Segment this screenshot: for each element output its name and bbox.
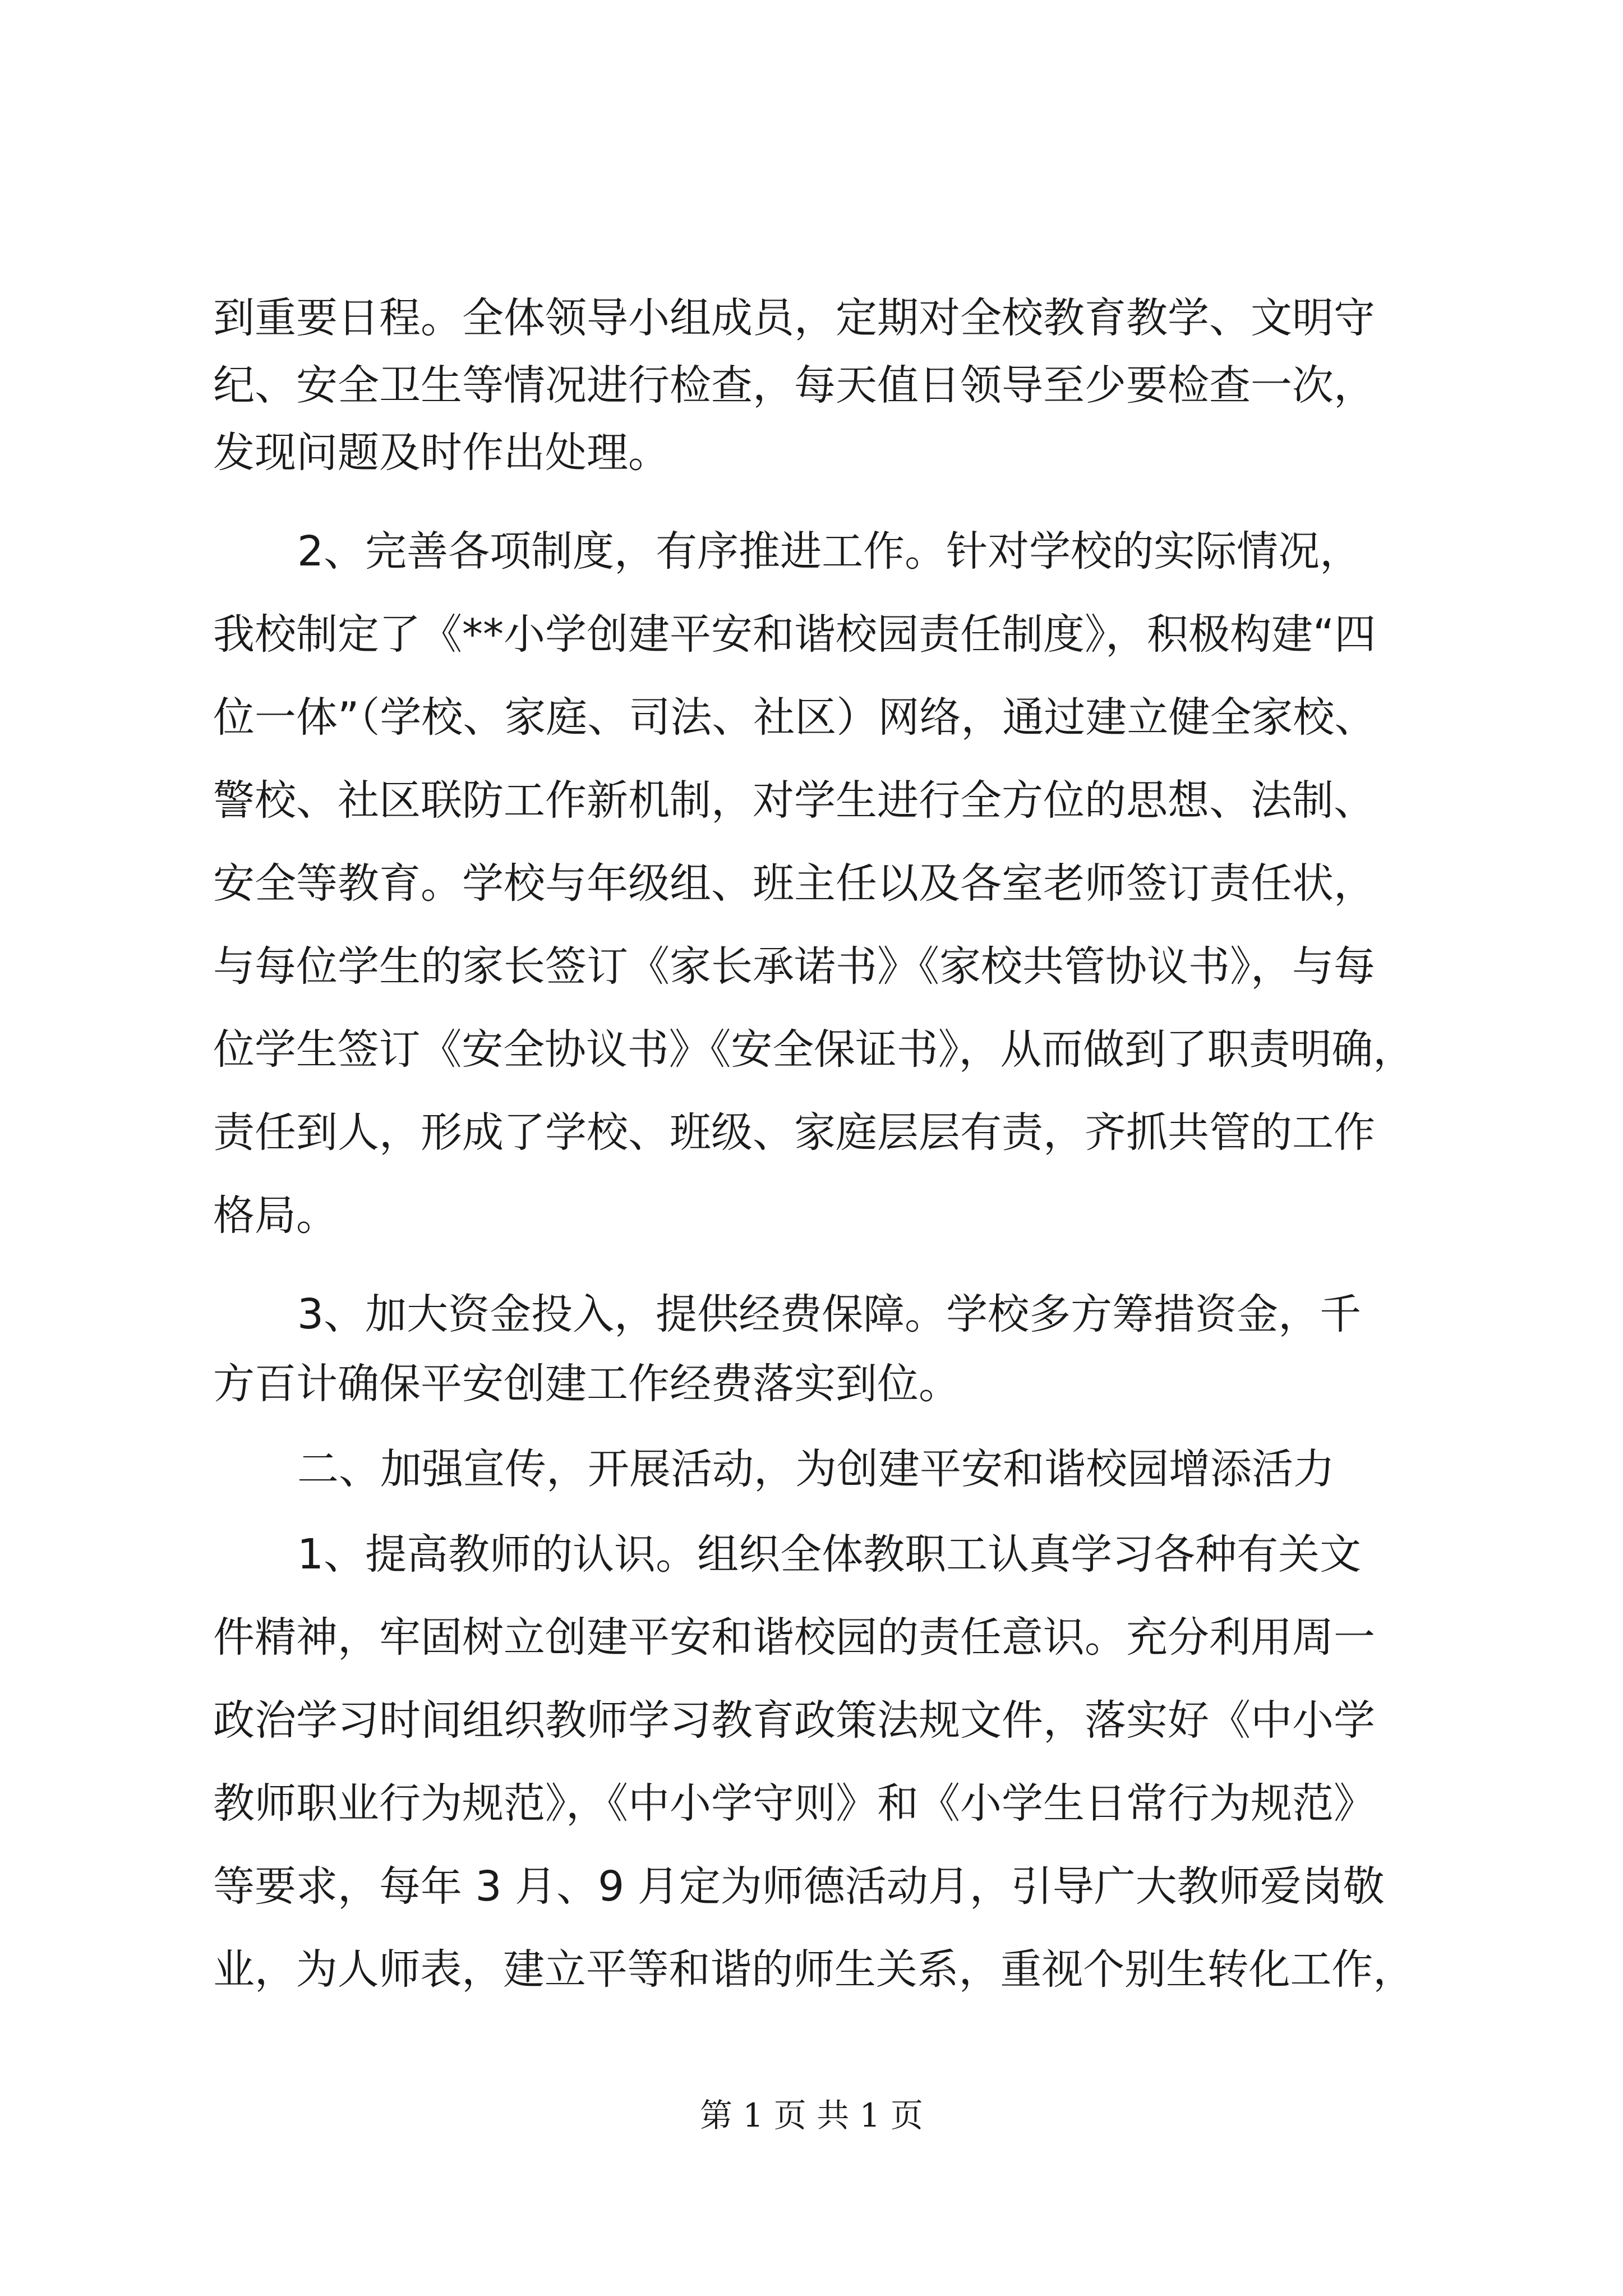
text-line: 格局。	[213, 1191, 338, 1240]
text-line: 教师职业行为规范》，《中小学守则》和《小学生日常行为规范》	[213, 1779, 1375, 1828]
text-line: 3、加大资金投入，提供经费保障。学校多方筹措资金，千	[297, 1290, 1362, 1338]
text-line: 政治学习时间组织教师学习教育政策法规文件，落实好《中小学	[213, 1696, 1375, 1745]
text-line: 位学生签订《安全协议书》《安全保证书》，从而做到了职责明确，	[213, 1025, 1414, 1074]
text-line: 1、提高教师的认识。组织全体教职工认真学习各种有关文	[297, 1530, 1362, 1579]
text-line: 责任到人，形成了学校、班级、家庭层层有责，齐抓共管的工作	[213, 1108, 1375, 1157]
text-line: 件精神，牢固树立创建平安和谐校园的责任意识。充分利用周一	[213, 1613, 1375, 1662]
text-line: 位一体”（学校、家庭、司法、社区）网络，通过建立健全家校、	[213, 693, 1376, 742]
text-line: 业，为人师表，建立平等和谐的师生关系，重视个别生转化工作，	[213, 1945, 1414, 1994]
text-line: 安全等教育。学校与年级组、班主任以及各室老师签订责任状，	[213, 859, 1375, 908]
text-line: 等要求，每年 3 月、9 月定为师德活动月，引导广大教师爱岗敬	[213, 1862, 1385, 1911]
text-line: 发现问题及时作出处理。	[213, 429, 670, 477]
text-line: 与每位学生的家长签订《家长承诺书》《家校共管协议书》，与每	[213, 942, 1375, 991]
text-line: 我校制定了《**小学创建平安和谐校园责任制度》，积极构建“四	[213, 610, 1376, 659]
text-line: 二、加强宣传，开展活动，为创建平安和谐校园增添活力	[297, 1445, 1335, 1493]
text-line: 警校、社区联防工作新机制，对学生进行全方位的思想、法制、	[213, 776, 1375, 825]
page-footer: 第 1 页 共 1 页	[700, 2096, 923, 2134]
text-line: 2、完善各项制度，有序推进工作。针对学校的实际情况，	[297, 527, 1362, 576]
text-line: 到重要日程。全体领导小组成员，定期对全校教育教学、文明守	[213, 294, 1375, 342]
text-line: 方百计确保平安创建工作经费落实到位。	[213, 1360, 960, 1408]
text-line: 纪、安全卫生等情况进行检查，每天值日领导至少要检查一次，	[213, 361, 1375, 409]
